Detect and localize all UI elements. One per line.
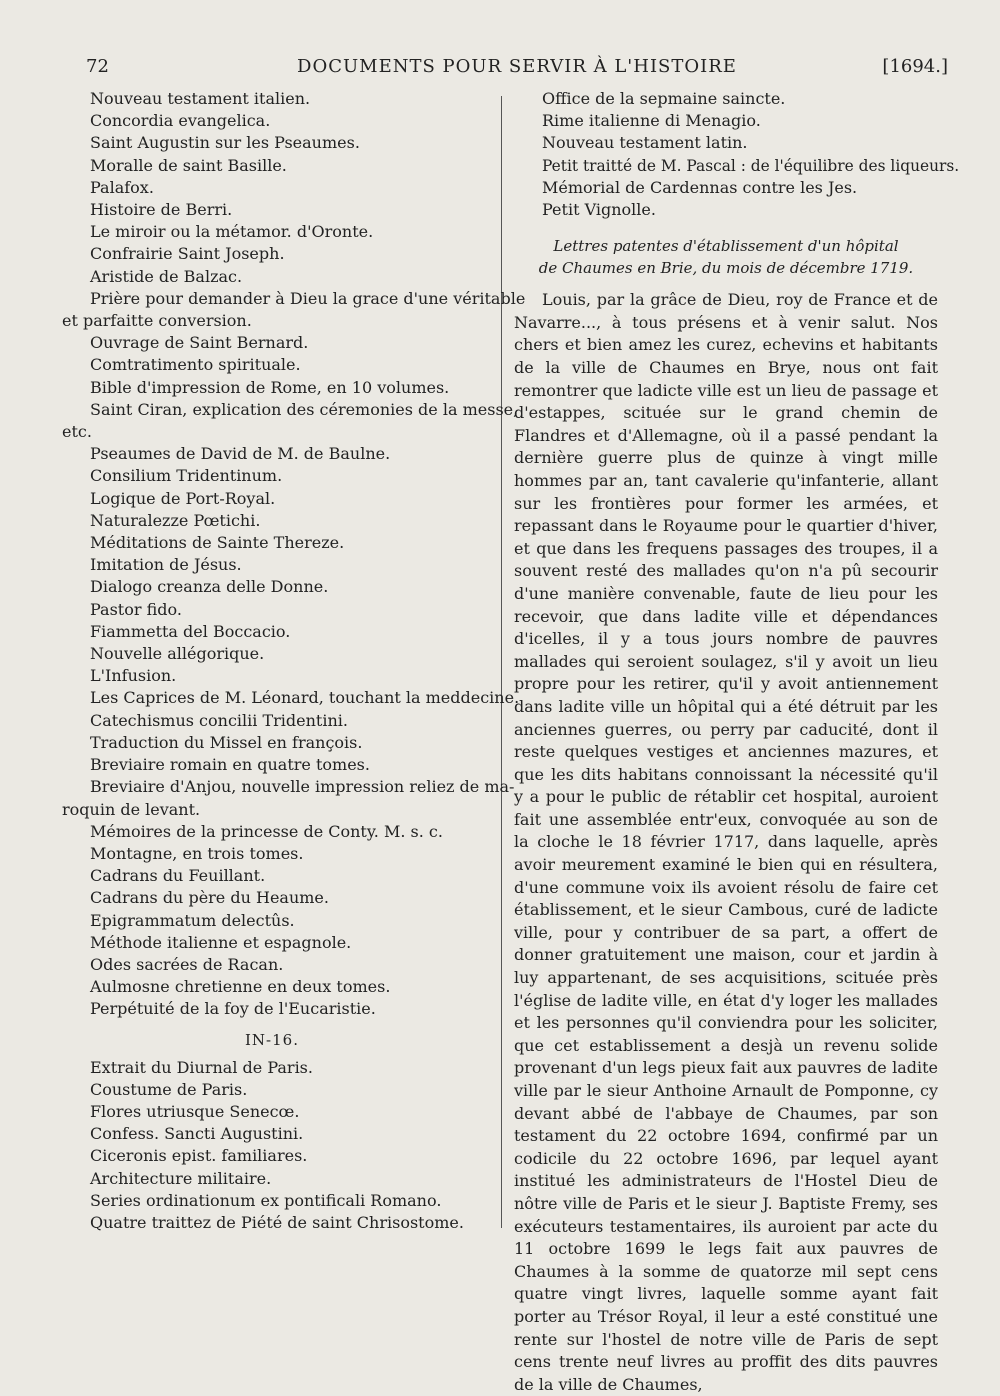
list-item: Cadrans du Feuillant. [90, 866, 266, 886]
left-column [62, 88, 526, 1234]
list-item: Mémorial de Cardennas contre les Jes. [542, 177, 858, 197]
list-item: Dialogo creanza delle Donne. [90, 577, 329, 597]
list-item: Palafox. [90, 177, 154, 197]
list-item: Pseaumes de David de M. de Baulne. [90, 444, 391, 464]
list-item-continuation: et parfaitte conversion. [62, 311, 252, 331]
article-title-line: de Chaumes en Brie, du mois de décembre 1719. [538, 259, 914, 278]
list-item: Consilium Tridentinum. [90, 466, 283, 486]
page-number: 72 [86, 56, 109, 77]
running-title: DOCUMENTS POUR SERVIR À L'HISTOIRE [297, 56, 737, 77]
running-header [86, 56, 948, 86]
list-item: Mémoires de la princesse de Conty. M. s. c. [90, 821, 443, 841]
list-item: Logique de Port-Royal. [90, 488, 276, 508]
list-item: Méditations de Sainte Thereze. [90, 533, 345, 553]
article-body: Louis, par la grâce de Dieu, roy de France et de Navarre..., à tous présens et à venir salut. Nos chers et bien amez les curez, echevins et habitants de la ville de Chaumes en Brye, nous ont fait remontrer que ladicte ville est un lieu de passage et d'estappes, scituée sur le grand chemin de Flandres et d'Allemagne, où il a passé pendant la dernière guerre plus de quinze à vingt mille hommes par an, tant cavalerie qu'infanterie, allant sur les frontières pour former les armées, et repassant dans le Royaume pour le quartier d'hiver, et que dans les frequens passages des troupes, il a souvent resté des mallades qu'on n'a pû secourir d'une manière convenable, faute de lieu pour les recevoir, que dans ladite ville et dépendances d'icelles, il y a tous jours nombre de pauvres mallades qui seroient soulagez, s'il y avoit un lieu propre pour les retirer, qu'il y avoit antiennement dans ladite ville un hôpital qui a été détruit par les anciennes guerres, ou perry par caducité, dont il reste quelques vestiges et anciennes mazures, et que les dits habitans connoissant la nécessité qu'il y a pour le public de rétablir cet hospital, auroient fait une assemblée entr'eux, convoquée au son de la cloche le 18 février 1717, dans laquelle, après avoir meurement examiné le bien qui en résultera, d'une commune voix ils avoient résolu de faire cet établissement, et le sieur Cambous, curé de ladicte ville, pour y contribuer de sa part, a offert de donner gratuitement une maison, cour et jardin à luy appartenant, de ses acquisitions, scituée près l'église de ladite ville, en état d'y loger les mallades et les personnes qu'il conviendra pour les soliciter, que cet establissement a desjà un revenu solide provenant d'un legs pieux fait aux pauvres de ladite ville par le sieur Anthoine Arnault de Pomponne, cy devant abbé de l'abbaye de Chaumes, par son testament du 22 octobre 1694, confirmé par un codicile du 22 octobre 1696, par lequel ayant institué les administrateurs de l'Hostel Dieu de nôtre ville de Paris et le sieur J. Baptiste Fremy, ses exécuteurs testamentaires, ils auroient par acte du 11 octobre 1699 le legs fait aux pauvres de Chaumes à la somme de quatorze mil sept cens quatre vingt livres, laquelle somme ayant fait porter au Trésor Royal, il leur a esté constitué une rente sur l'hostel de notre ville de Paris de sept cens trente neuf livres au proffit des dits pauvres de la ville de Chaumes, [514, 290, 938, 1394]
header-year: [1694.] [882, 56, 948, 77]
list-item: Confess. Sancti Augustini. [90, 1124, 304, 1144]
list-item: Ciceronis epist. familiares. [90, 1146, 308, 1166]
list-item: Epigrammatum delectûs. [90, 910, 295, 930]
article-title-line: Lettres patentes d'établissement d'un hôpital [553, 237, 899, 256]
book-list-in16 [62, 1057, 482, 1235]
list-item: Odes sacrées de Racan. [90, 954, 284, 974]
list-item: Moralle de saint Basille. [90, 155, 287, 175]
list-item: Breviaire d'Anjou, nouvelle impression reliez de ma- [90, 777, 515, 797]
list-item: Histoire de Berri. [90, 200, 233, 220]
list-item: Prière pour demander à Dieu la grace d'une véritable [90, 288, 526, 308]
list-item: Breviaire romain en quatre tomes. [90, 755, 370, 775]
list-item: Méthode italienne et espagnole. [90, 932, 352, 952]
list-item: Nouveau testament latin. [542, 133, 748, 153]
list-item: Aulmosne chretienne en deux tomes. [90, 977, 391, 997]
list-item: Montagne, en trois tomes. [90, 843, 304, 863]
list-item: Concordia evangelica. [90, 111, 271, 131]
list-item-continuation: etc. [62, 422, 92, 442]
list-item: Saint Augustin sur les Pseaumes. [90, 133, 360, 153]
list-item: Nouveau testament italien. [90, 89, 311, 108]
list-item: Petit traitté de M. Pascal : de l'équilibre des liqueurs. [542, 156, 960, 175]
list-item: Traduction du Missel en françois. [90, 732, 363, 752]
column-divider [501, 96, 502, 1228]
article-title [514, 235, 938, 279]
list-item: Naturalezze Pœtichi. [90, 510, 261, 530]
list-item: Pastor fido. [90, 599, 182, 619]
list-item: Aristide de Balzac. [90, 266, 243, 286]
list-item: Office de la sepmaine saincte. [542, 89, 786, 108]
list-item: Cadrans du père du Heaume. [90, 888, 329, 908]
list-item: Architecture militaire. [90, 1168, 272, 1188]
list-item: Ouvrage de Saint Bernard. [90, 333, 309, 353]
list-item: Saint Ciran, explication des céremonies de la messe, [90, 399, 519, 419]
list-item: Nouvelle allégorique. [90, 644, 265, 664]
right-column [514, 88, 960, 1396]
list-item-continuation: roquin de levant. [62, 799, 201, 819]
list-item: Imitation de Jésus. [90, 555, 242, 575]
list-item: Bible d'impression de Rome, en 10 volumes. [90, 377, 450, 397]
list-item: Catechismus concilii Tridentini. [90, 710, 348, 730]
list-item: Series ordinationum ex pontificali Romano. [90, 1190, 442, 1210]
book-list-continued [514, 88, 960, 221]
list-item: Flores utriusque Senecœ. [90, 1101, 300, 1121]
list-item: Fiammetta del Boccacio. [90, 621, 291, 641]
list-item: Le miroir ou la métamor. d'Oronte. [90, 222, 374, 242]
list-item: Coustume de Paris. [90, 1079, 248, 1099]
list-item: Extrait du Diurnal de Paris. [90, 1057, 313, 1077]
list-item: Perpétuité de la foy de l'Eucaristie. [90, 999, 376, 1019]
list-item: Les Caprices de M. Léonard, touchant la meddecine. [90, 688, 520, 708]
list-item: Quatre traittez de Piété de saint Chrisostome. [90, 1212, 464, 1232]
list-item: Comtratimento spirituale. [90, 355, 301, 375]
section-heading-in16: IN-16. [245, 1030, 299, 1049]
list-item: Petit Vignolle. [542, 200, 656, 220]
list-item: L'Infusion. [90, 666, 177, 686]
list-item: Rime italienne di Menagio. [542, 111, 761, 131]
list-item: Confrairie Saint Joseph. [90, 244, 285, 264]
book-list [62, 88, 526, 1021]
